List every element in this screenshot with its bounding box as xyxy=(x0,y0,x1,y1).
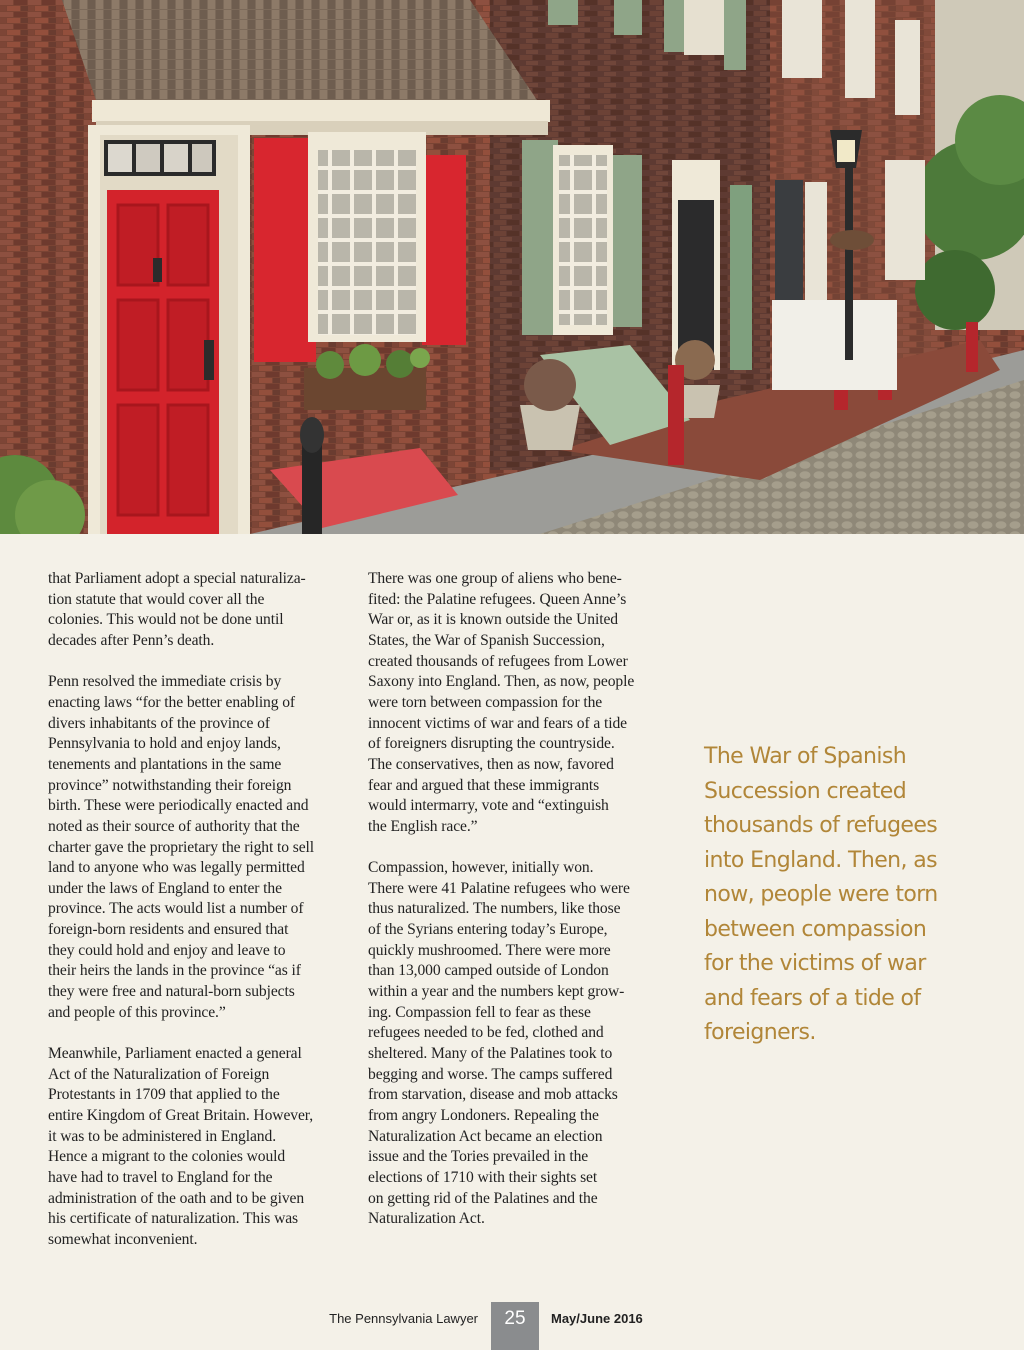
publication-name: The Pennsylvania Lawyer xyxy=(329,1311,478,1326)
pull-quote: The War of Spanish Succession created thousands of refugees into England. Then, as now, people were torn between compassion for the victims of war and fears of a tide of foreigners. xyxy=(704,744,938,1045)
article-column-1 xyxy=(48,569,340,1271)
paragraph: Compassion, however, initially won. There were 41 Palatine refugees who were thus naturalized. The numbers, like those of the Syrians entering today’s Europe, quickly mushroomed. There were more than 13,000 camped outside of London within a year and the numbers kept grow- ing. Compassion fell to fear as these refugees needed to be fed, clothed and sheltered. Many of the Palatines took to begging and worse. The camps suffered from starvation, disease and mob attacks from angry Londoners. Repealing the Naturalization Act became an election issue and the Tories prevailed in the elections of 1710 with their sights set on getting rid of the Palatines and the Naturalization Act. xyxy=(368,859,630,1228)
paragraph: There was one group of aliens who bene- fited: the Palatine refugees. Queen Anne’s War or, as it is known outside the United States, the War of Spanish Succession, created thousands of refugees from Lower Saxony into England. Then, as now, people were torn between compassion for the innocent victims of war and fears of a tide of foreigners disrupting the countryside. The conservatives, then as now, favored fear and argued that these immigrants would intermarry, vote and “extinguish the English race.” xyxy=(368,570,635,835)
issue-date: May/June 2016 xyxy=(551,1311,643,1326)
page-number: 25 xyxy=(491,1302,539,1350)
article-column-2 xyxy=(368,569,660,1251)
page-footer xyxy=(0,1302,1024,1350)
paragraph: Meanwhile, Parliament enacted a general Act of the Naturalization of Foreign Protestants in 1709 that applied to the entire Kingdom of Great Britain. However, it was to be administered in England. Hence a migrant to the colonies would have had to travel to England for the administration of the oath and to be given his certificate of naturalization. This was somewhat inconvenient. xyxy=(48,1045,314,1248)
header-photo xyxy=(0,0,1024,534)
paragraph: that Parliament adopt a special naturaliza- tion statute that would cover all the colonies. This would not be done until decades after Penn’s death. xyxy=(48,570,306,649)
paragraph: Penn resolved the immediate crisis by enacting laws “for the better enabling of divers inhabitants of the province of Pennsylvania to hold and enjoy lands, tenements and plantations in the same province” notwithstanding their foreign birth. These were periodically enacted and noted as their source of authority that the charter gave the proprietary the right to sell land to anyone who was legally permitted under the laws of England to enter the province. The acts would list a number of foreign-born residents and ensured that they could hold and enjoy and leave to their heirs the lands in the province “as if they were free and natural-born subjects and people of this province.” xyxy=(48,673,315,1021)
